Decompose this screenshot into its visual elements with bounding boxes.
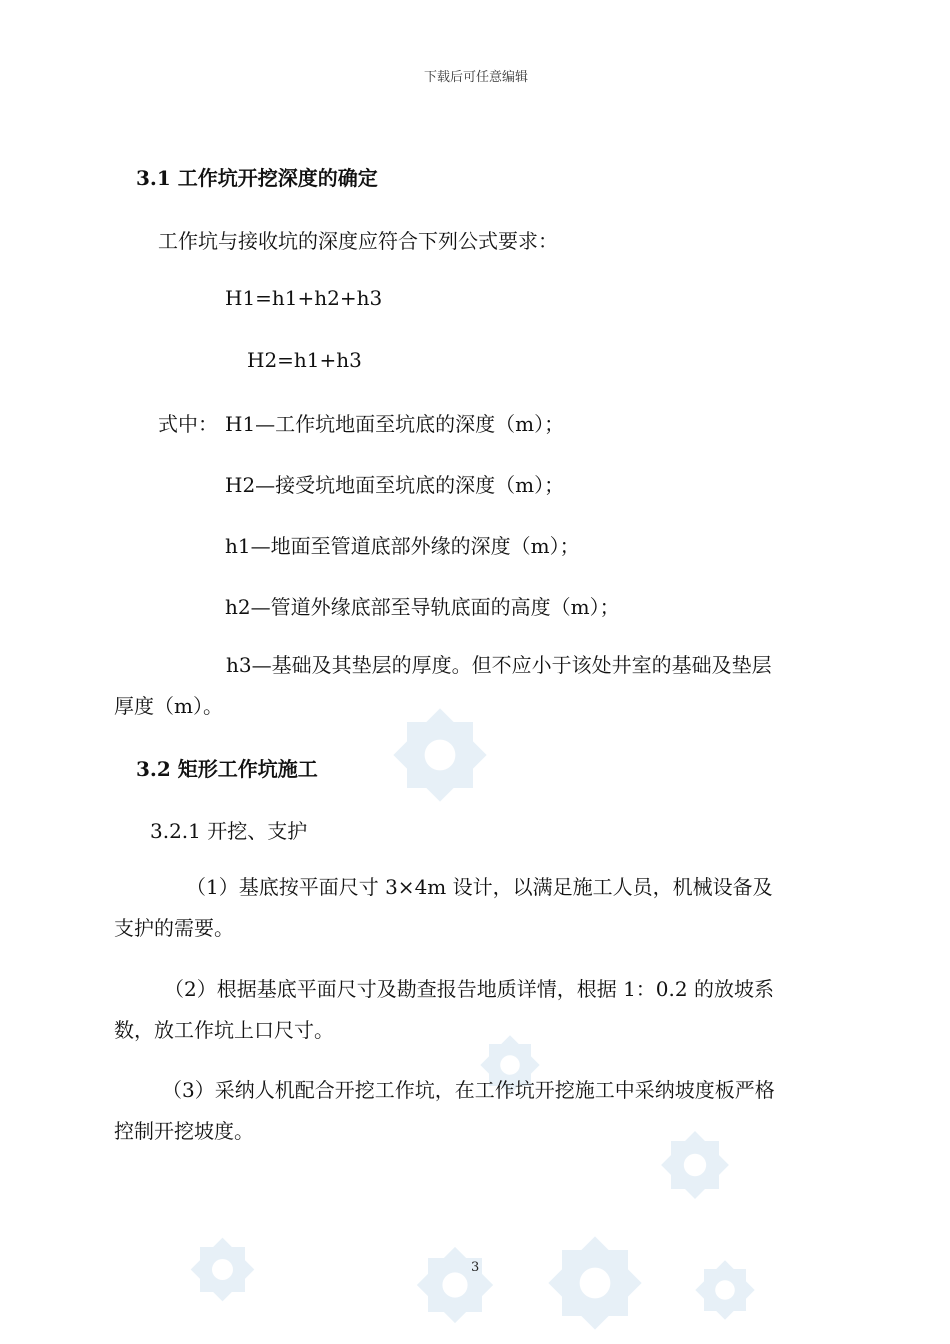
list-item-line: 支护的需要。 <box>114 916 234 940</box>
section-heading-3-1: 3.1 工作坑开挖深度的确定 <box>136 166 378 190</box>
where-prefix: 式中： <box>158 412 218 436</box>
intro-text: 工作坑与接收坑的深度应符合下列公式要求： <box>158 229 558 253</box>
subsection-heading: 3.2.1 开挖、支护 <box>150 819 308 843</box>
definition-line: H1—工作坑地面至坑底的深度（m）； <box>225 412 565 436</box>
watermark-icon <box>185 1232 260 1307</box>
definition-line: H2—接受坑地面至坑底的深度（m）； <box>225 473 565 497</box>
formula-h1: H1=h1+h2+h3 <box>225 286 383 310</box>
watermark-icon <box>690 1255 760 1325</box>
definition-paragraph <box>114 645 836 727</box>
definition-line: h1—地面至管道底部外缘的深度（m）； <box>225 534 580 558</box>
page-number: 3 <box>471 1260 480 1275</box>
formula-h2: H2=h1+h3 <box>247 348 362 372</box>
section-heading-3-2: 3.2 矩形工作坑施工 <box>136 757 318 781</box>
list-item-line: 数，放工作坑上口尺寸。 <box>114 1018 334 1042</box>
list-item-line: 控制开挖坡度。 <box>114 1119 254 1143</box>
list-item <box>114 867 836 949</box>
page-header: 下载后可任意编辑 <box>424 70 529 85</box>
definition-continuation: 厚度（m）。 <box>114 694 223 718</box>
list-item <box>114 1070 836 1152</box>
list-item-line: （2）根据基底平面尺寸及勘查报告地质详情，根据 1：0.2 的放坡系 <box>164 977 774 1001</box>
watermark-icon <box>540 1228 650 1338</box>
list-item-line: （3）采纳人机配合开挖工作坑，在工作坑开挖施工中采纳坡度板严格 <box>162 1078 775 1102</box>
watermark-icon <box>410 1240 500 1330</box>
list-item <box>114 969 836 1051</box>
definition-line: h2—管道外缘底部至导轨底面的高度（m）； <box>225 595 620 619</box>
definition-line: h3—基础及其垫层的厚度。但不应小于该处井室的基础及垫层 <box>226 653 772 677</box>
list-item-line: （1）基底按平面尺寸 3×4m 设计，以满足施工人员，机械设备及 <box>186 875 773 899</box>
